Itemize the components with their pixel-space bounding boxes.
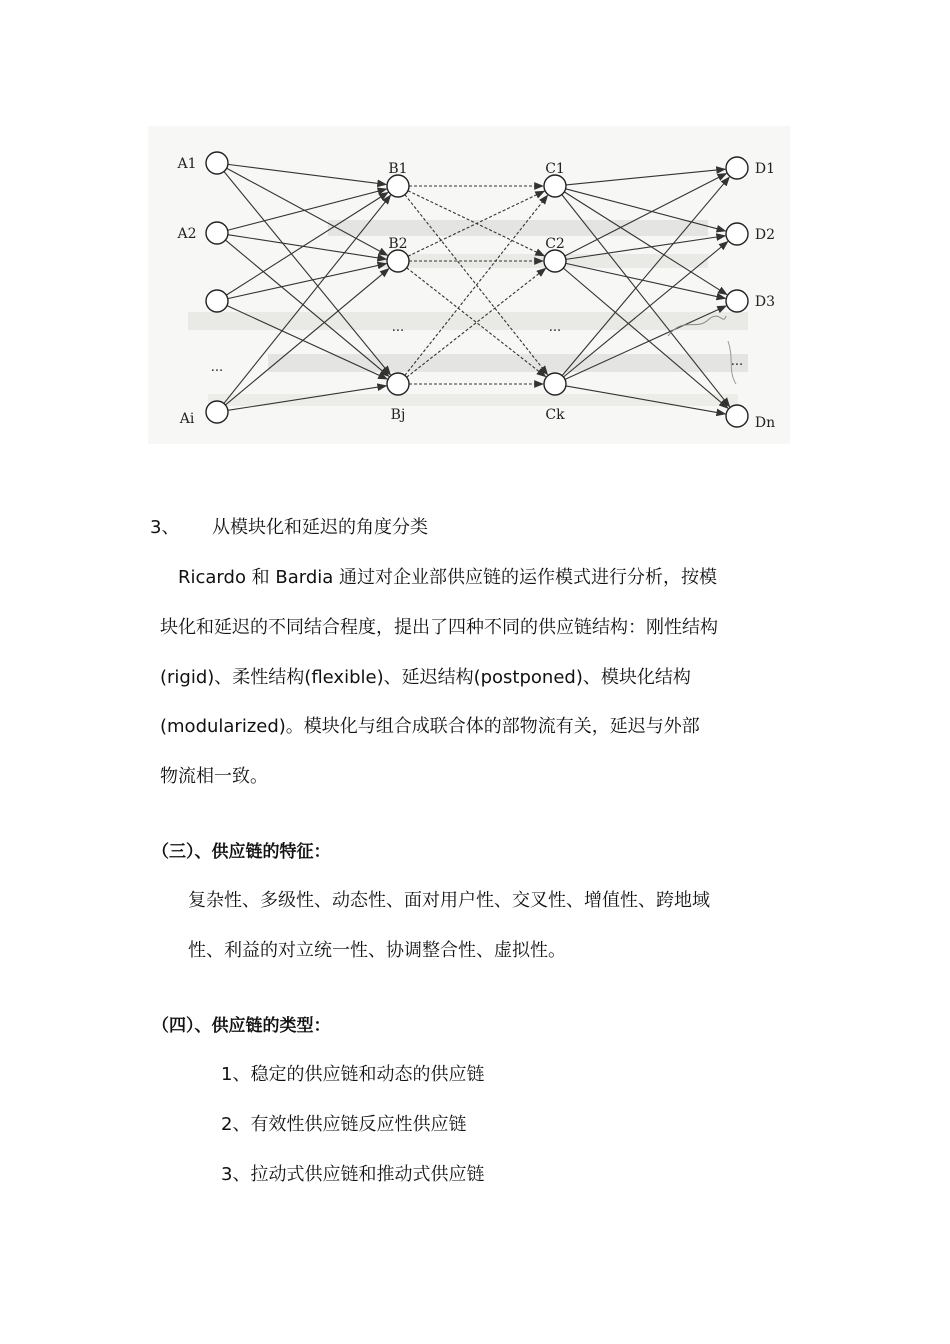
section-3-heading: 从模块化和延迟的角度分类 <box>212 517 428 538</box>
node-d-1 <box>726 157 748 179</box>
para-line-5: 物流相一致。 <box>160 766 268 787</box>
node-c-2 <box>544 250 566 272</box>
node-label-b-2: B2 <box>388 236 408 252</box>
type-item-3: 3、拉动式供应链和推动式供应链 <box>221 1164 485 1185</box>
supply-chain-network-figure <box>148 126 790 444</box>
node-b-2 <box>387 250 409 272</box>
node-a-5 <box>206 401 228 423</box>
network-diagram <box>148 126 790 444</box>
features-line-1: 复杂性、多级性、动态性、面对用户性、交叉性、增值性、跨地域 <box>188 890 710 911</box>
para-line-3: (rigid)、柔性结构(flexible)、延迟结构(postponed)、模块化结构 <box>160 667 691 688</box>
types-heading: （四）、供应链的类型： <box>152 1016 331 1036</box>
node-label-d-2: D2 <box>754 227 776 243</box>
node-label-a-4: ... <box>210 360 224 375</box>
node-label-d-3: D3 <box>754 294 776 310</box>
node-label-a-1: A1 <box>177 156 197 172</box>
node-label-c-3: ... <box>548 320 562 335</box>
node-a-3 <box>206 290 228 312</box>
para-line-2: 块化和延迟的不同结合程度，提出了四种不同的供应链结构：刚性结构 <box>160 617 718 638</box>
node-a-1 <box>206 152 228 174</box>
node-label-d-4: ... <box>730 354 744 369</box>
node-d-5 <box>726 405 748 427</box>
node-a-2 <box>206 222 228 244</box>
features-line-2: 性、利益的对立统一性、协调整合性、虚拟性。 <box>188 940 566 961</box>
node-label-c-4: Ck <box>545 407 565 423</box>
node-b-4 <box>387 373 409 395</box>
para-line-1: Ricardo 和 Bardia 通过对企业部供应链的运作模式进行分析，按模 <box>178 567 718 588</box>
type-item-2: 2、有效性供应链反应性供应链 <box>221 1114 467 1135</box>
type-item-1: 1、稳定的供应链和动态的供应链 <box>221 1064 485 1085</box>
node-label-a-5: Ai <box>179 411 195 427</box>
node-b-1 <box>387 175 409 197</box>
node-label-c-1: C1 <box>545 161 565 177</box>
node-label-b-3: ... <box>391 320 405 335</box>
node-label-b-4: Bj <box>390 407 406 423</box>
section-3-number: 3、 <box>150 517 180 538</box>
node-label-d-1: D1 <box>754 161 776 177</box>
node-label-c-2: C2 <box>545 236 565 252</box>
para-line-4: (modularized)。模块化与组合成联合体的部物流有关，延迟与外部 <box>160 716 700 737</box>
node-c-4 <box>544 373 566 395</box>
node-label-d-5: Dn <box>754 415 776 431</box>
node-d-2 <box>726 223 748 245</box>
node-label-a-2: A2 <box>177 226 197 242</box>
node-label-b-1: B1 <box>388 161 408 177</box>
node-c-1 <box>544 175 566 197</box>
node-d-3 <box>726 290 748 312</box>
features-heading: （三）、供应链的特征： <box>152 842 331 862</box>
